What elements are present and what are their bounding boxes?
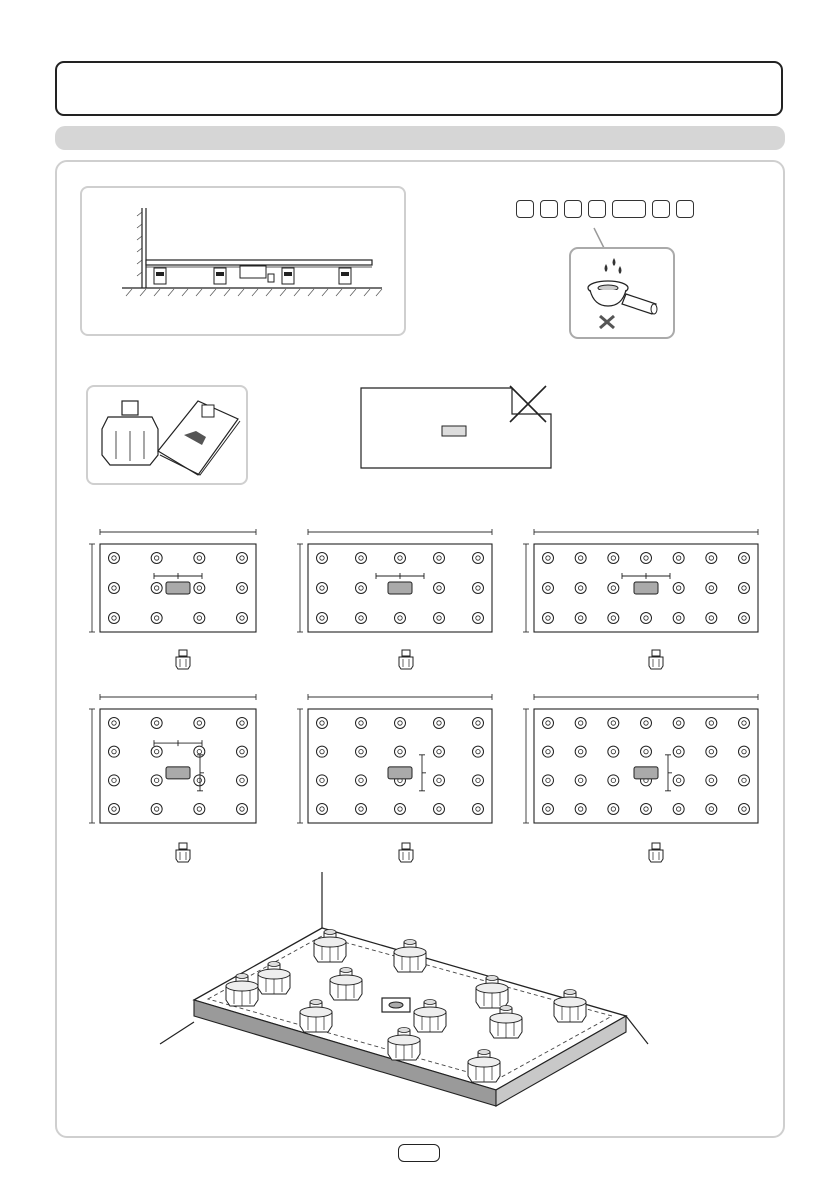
foot-marker <box>109 775 120 786</box>
foot-marker <box>194 613 205 624</box>
foot-marker <box>608 804 619 815</box>
foot-marker <box>356 613 367 624</box>
foot-marker <box>194 746 205 757</box>
title-box <box>55 61 783 116</box>
foot-marker <box>356 718 367 729</box>
foot-marker <box>434 553 445 564</box>
foot-marker <box>395 804 406 815</box>
foot-icon <box>648 649 664 671</box>
foot-marker <box>317 583 328 594</box>
key-box <box>676 200 694 218</box>
shower-tray-feet-isometric <box>150 868 660 1108</box>
foot-marker <box>237 775 248 786</box>
foot-marker <box>608 775 619 786</box>
foot-marker <box>395 553 406 564</box>
foot-marker <box>608 553 619 564</box>
foot-marker <box>237 613 248 624</box>
waste-outlet <box>634 582 658 594</box>
tray-section-card <box>80 186 406 336</box>
foot-marker <box>706 775 717 786</box>
foot-marker <box>706 583 717 594</box>
foot-marker <box>473 804 484 815</box>
foot-marker <box>706 804 717 815</box>
foot-marker <box>641 746 652 757</box>
foot-marker <box>237 583 248 594</box>
foot-marker <box>109 583 120 594</box>
foot-marker <box>673 746 684 757</box>
foot-marker <box>673 775 684 786</box>
foot-marker <box>575 746 586 757</box>
foot-marker <box>673 718 684 729</box>
foot-marker <box>473 718 484 729</box>
foot-marker <box>151 583 162 594</box>
foot-marker <box>739 775 750 786</box>
foot-marker <box>543 553 554 564</box>
foot-marker <box>434 718 445 729</box>
foot-marker <box>317 613 328 624</box>
foot-marker <box>194 775 205 786</box>
foot-marker <box>109 746 120 757</box>
foot-marker <box>237 718 248 729</box>
foot-marker <box>673 583 684 594</box>
waste-outlet <box>166 582 190 594</box>
iso-foot <box>394 940 426 973</box>
foot-marker <box>739 718 750 729</box>
section-bar <box>55 126 785 150</box>
foot-marker <box>317 746 328 757</box>
foot-marker <box>317 804 328 815</box>
key-box-wide <box>612 200 646 218</box>
layout-plan-e <box>296 691 496 825</box>
foot-marker <box>575 775 586 786</box>
key-box <box>588 200 606 218</box>
shower-tray-section-diagram <box>82 188 404 334</box>
tray-outline-no-cut <box>360 380 552 470</box>
foot-marker <box>151 553 162 564</box>
foot-marker <box>109 804 120 815</box>
foot-marker <box>194 718 205 729</box>
foot-marker <box>641 553 652 564</box>
key-box <box>652 200 670 218</box>
foot-icon <box>175 649 191 671</box>
foot-marker <box>151 775 162 786</box>
foot-marker <box>109 613 120 624</box>
foot-marker <box>641 804 652 815</box>
layout-plan-b <box>296 526 496 634</box>
waste-outlet <box>388 582 412 594</box>
foot-marker <box>151 718 162 729</box>
foot-marker <box>575 718 586 729</box>
foot-marker <box>543 746 554 757</box>
foot-marker <box>673 804 684 815</box>
foot-marker <box>473 775 484 786</box>
foot-marker <box>395 746 406 757</box>
layout-plan-c <box>522 526 762 634</box>
foot-marker <box>109 553 120 564</box>
foot-marker <box>543 804 554 815</box>
page-number-box <box>398 1144 440 1162</box>
foot-marker <box>194 583 205 594</box>
foot-marker <box>194 553 205 564</box>
foot-marker <box>739 804 750 815</box>
foot-marker <box>473 553 484 564</box>
foot-marker <box>739 746 750 757</box>
foot-marker <box>608 583 619 594</box>
waste-trap-icon <box>560 218 680 344</box>
foot-marker <box>237 553 248 564</box>
foot-marker <box>739 613 750 624</box>
key-box <box>564 200 582 218</box>
waste-outlet <box>388 767 412 779</box>
foot-marker <box>575 583 586 594</box>
waste-outlet <box>634 767 658 779</box>
adjustable-feet-kit-icon <box>88 387 246 483</box>
layout-plan-d <box>88 691 260 825</box>
foot-marker <box>356 746 367 757</box>
foot-marker <box>739 553 750 564</box>
foot-marker <box>395 718 406 729</box>
foot-marker <box>608 746 619 757</box>
foot-marker <box>434 613 445 624</box>
foot-marker <box>706 553 717 564</box>
foot-marker <box>673 553 684 564</box>
layout-plan-f <box>522 691 762 825</box>
foot-marker <box>739 583 750 594</box>
waste-outlet <box>166 767 190 779</box>
foot-marker <box>151 613 162 624</box>
kit-card <box>86 385 248 485</box>
foot-marker <box>641 718 652 729</box>
foot-marker <box>641 613 652 624</box>
foot-marker <box>356 583 367 594</box>
foot-marker <box>706 718 717 729</box>
foot-marker <box>237 804 248 815</box>
foot-marker <box>706 613 717 624</box>
foot-marker <box>109 718 120 729</box>
foot-marker <box>543 583 554 594</box>
foot-marker <box>434 775 445 786</box>
layout-plan-a <box>88 526 260 634</box>
foot-icon <box>175 842 191 864</box>
foot-marker <box>575 613 586 624</box>
key-box <box>516 200 534 218</box>
foot-marker <box>608 613 619 624</box>
foot-marker <box>395 613 406 624</box>
iso-foot <box>554 990 586 1023</box>
foot-marker <box>151 804 162 815</box>
foot-icon <box>648 842 664 864</box>
foot-marker <box>356 553 367 564</box>
foot-marker <box>473 613 484 624</box>
foot-marker <box>543 775 554 786</box>
foot-marker <box>543 613 554 624</box>
foot-marker <box>317 775 328 786</box>
foot-marker <box>543 718 554 729</box>
foot-marker <box>473 583 484 594</box>
foot-marker <box>575 804 586 815</box>
foot-marker <box>194 804 205 815</box>
foot-marker <box>356 804 367 815</box>
foot-marker <box>317 718 328 729</box>
foot-icon <box>398 649 414 671</box>
foot-marker <box>317 553 328 564</box>
foot-marker <box>434 804 445 815</box>
foot-marker <box>151 746 162 757</box>
foot-marker <box>237 746 248 757</box>
foot-marker <box>473 746 484 757</box>
foot-marker <box>673 613 684 624</box>
foot-marker <box>434 746 445 757</box>
foot-marker <box>575 553 586 564</box>
key-box <box>540 200 558 218</box>
foot-icon <box>398 842 414 864</box>
foot-marker <box>706 746 717 757</box>
foot-marker <box>356 775 367 786</box>
foot-marker <box>434 583 445 594</box>
foot-marker <box>608 718 619 729</box>
